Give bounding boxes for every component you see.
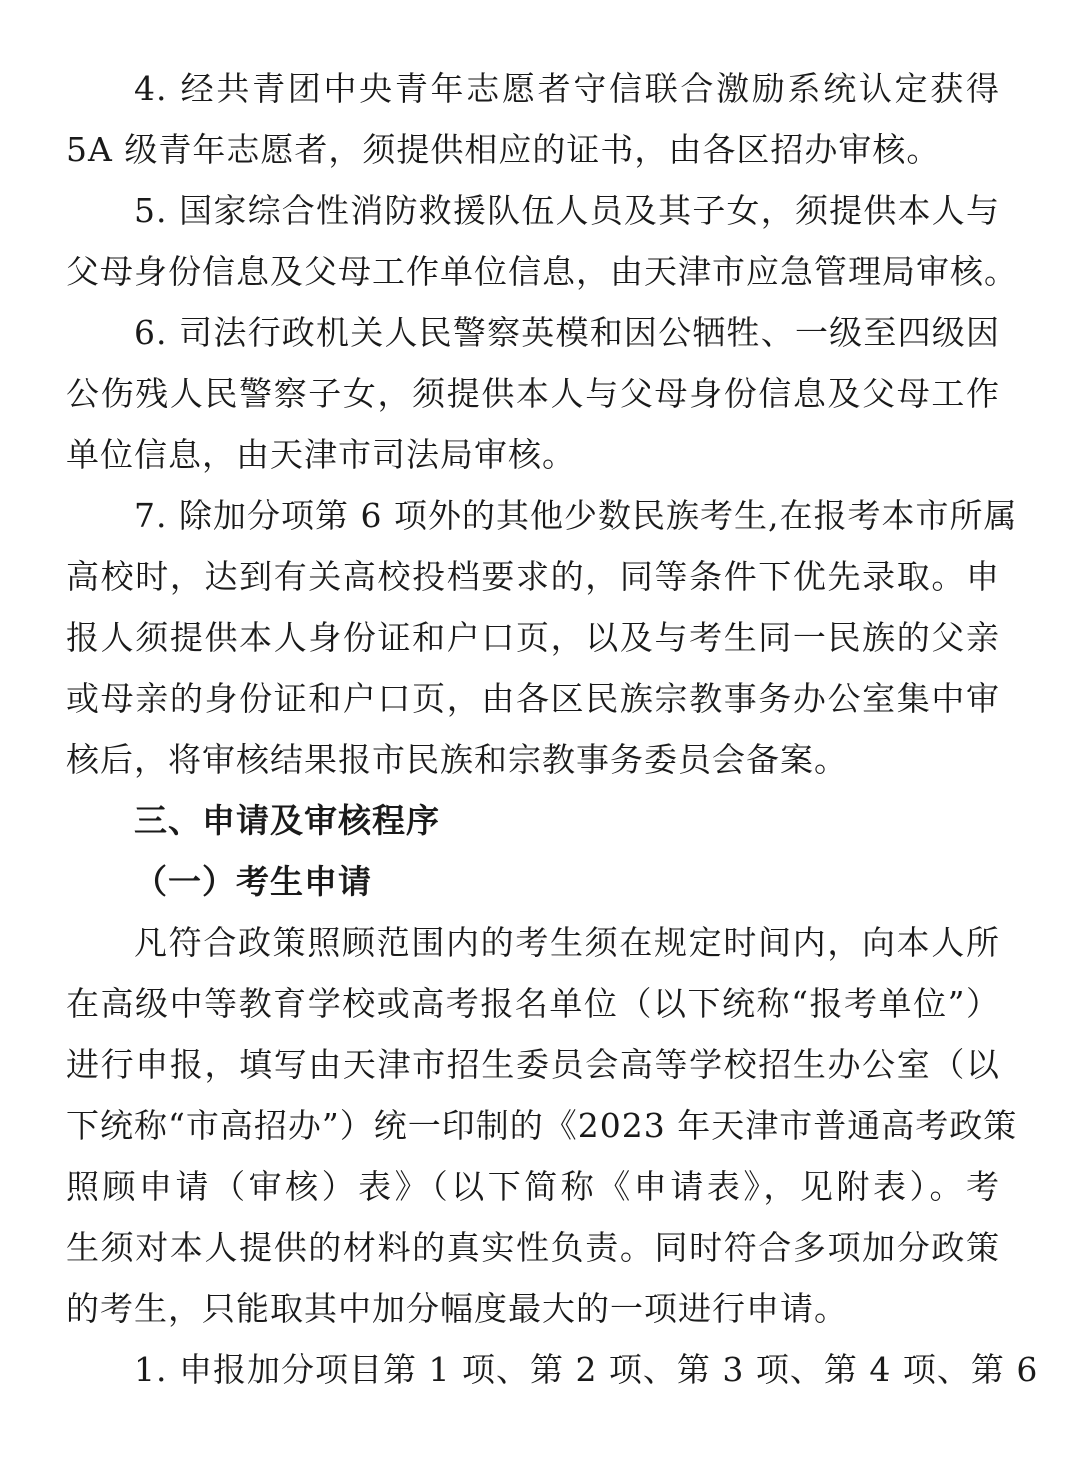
text-line: 照顾申请（审核）表》（以下简称《申请表》，见附表）。考 [66, 1167, 1000, 1206]
text-line: 公伤残人民警察子女，须提供本人与父母身份信息及父母工作 [66, 374, 1000, 413]
document-page [66, 58, 1039, 1400]
text-line: 进行申报，填写由天津市招生委员会高等学校招生办公室（以 [66, 1045, 1000, 1084]
text-line: 1. 申报加分项目第 1 项、第 2 项、第 3 项、第 4 项、第 6 [134, 1350, 1039, 1389]
text-line: 报人须提供本人身份证和户口页，以及与考生同一民族的父亲 [66, 618, 1000, 657]
text-line: 在高级中等教育学校或高考报名单位（以下统称“报考单位”） [66, 984, 1000, 1023]
text-line: 高校时，达到有关高校投档要求的，同等条件下优先录取。申 [66, 557, 1000, 596]
text-line: 4. 经共青团中央青年志愿者守信联合激励系统认定获得 [134, 69, 1000, 108]
text-line: 凡符合政策照顾范围内的考生须在规定时间内，向本人所 [134, 923, 1000, 962]
text-line: 或母亲的身份证和户口页，由各区民族宗教事务办公室集中审 [66, 679, 1000, 718]
text-line: 5A 级青年志愿者，须提供相应的证书，由各区招办审核。 [66, 130, 941, 169]
text-line: 5. 国家综合性消防救援队伍人员及其子女，须提供本人与 [134, 191, 1000, 230]
text-line: 生须对本人提供的材料的真实性负责。同时符合多项加分政策 [66, 1228, 1000, 1267]
text-line: 6. 司法行政机关人民警察英模和因公牺牲、一级至四级因 [134, 313, 1000, 352]
text-line: 7. 除加分项第 6 项外的其他少数民族考生,在报考本市所属 [134, 496, 1018, 535]
subsection-heading: （一）考生申请 [134, 862, 372, 901]
text-line: 的考生，只能取其中加分幅度最大的一项进行申请。 [66, 1289, 848, 1328]
section-heading: 三、申请及审核程序 [134, 801, 440, 840]
text-line: 父母身份信息及父母工作单位信息，由天津市应急管理局审核。 [66, 252, 1018, 291]
text-line: 单位信息，由天津市司法局审核。 [66, 435, 576, 474]
text-line: 下统称“市高招办”）统一印制的《2023 年天津市普通高考政策 [66, 1106, 1018, 1145]
text-line: 核后，将审核结果报市民族和宗教事务委员会备案。 [66, 740, 848, 779]
